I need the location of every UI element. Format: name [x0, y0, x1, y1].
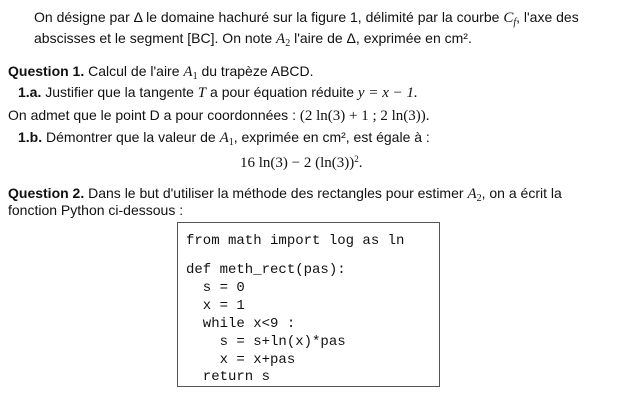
question-1-title: Question 1.: [8, 63, 85, 79]
question-2-line-2: fonction Python ci-dessous :: [8, 202, 184, 218]
intro-text: l'aire de Δ, exprimée en cm: [290, 30, 464, 46]
code-line: s = s+ln(x)*pas: [186, 334, 346, 350]
intro-text: le domaine hachuré sur la figure 1, délimité par la courbe: [142, 9, 504, 25]
intro-text: , l'axe des: [516, 9, 579, 25]
python-code-box: [177, 222, 440, 387]
intro-text: abscisses et le segment [BC]. On note: [34, 30, 277, 46]
code-line: x = 1: [186, 298, 245, 314]
squared-symbol: ²: [463, 30, 468, 46]
tangent-t: T: [197, 85, 207, 101]
intro-line-2: abscisses et le segment [BC]. On note $A_2$ l'aire de Δ, exprimée en cm².: [34, 30, 472, 49]
point-d-coordinates: (2 ln(3) + 1 ; 2 ln(3)).: [299, 108, 430, 124]
question-1a: 1.a. Justifier que la tangente T a pour équation réduite y = x − 1.: [18, 84, 418, 101]
curve-cf: $C_f$: [503, 10, 517, 28]
question-1b-label: 1.b.: [18, 129, 43, 145]
tangent-equation: y = x − 1.: [357, 85, 418, 101]
code-line: return s: [186, 369, 271, 385]
area-a2: $A_2$: [276, 31, 291, 49]
question-2-title: Question 2.: [8, 185, 85, 201]
question-1a-label: 1.a.: [18, 84, 42, 100]
code-line: while x<9 :: [186, 316, 296, 332]
admit-line: On admet que le point D a pour coordonnées : (2 ln(3) + 1 ; 2 ln(3)).: [8, 107, 430, 124]
delta-symbol: Δ: [133, 9, 143, 25]
code-line: x = x+pas: [186, 352, 296, 368]
code-line: from math import log as ln: [186, 233, 405, 249]
area-formula: 16 ln(3) − 2 $(\ln(3))^2$.: [240, 154, 363, 171]
code-line: def meth_rect(pas):: [186, 262, 346, 278]
question-2-heading: Question 2. Dans le but d'utiliser la méthode des rectangles pour estimer $A_2$, on a écrit la: [8, 185, 562, 204]
formula-exponent: 2: [354, 154, 359, 164]
area-a1: $A_1$: [219, 130, 234, 148]
area-a2: $A_2$: [467, 186, 482, 204]
intro-text: On désigne par: [34, 9, 134, 25]
question-1b: 1.b. Démontrer que la valeur de $A_1$, exprimée en cm², est égale à :: [18, 129, 430, 148]
question-1-heading: Question 1. Calcul de l'aire $A_1$ du trapèze ABCD.: [8, 63, 314, 82]
code-line: s = 0: [186, 280, 245, 296]
area-a1: $A_1$: [183, 64, 198, 82]
